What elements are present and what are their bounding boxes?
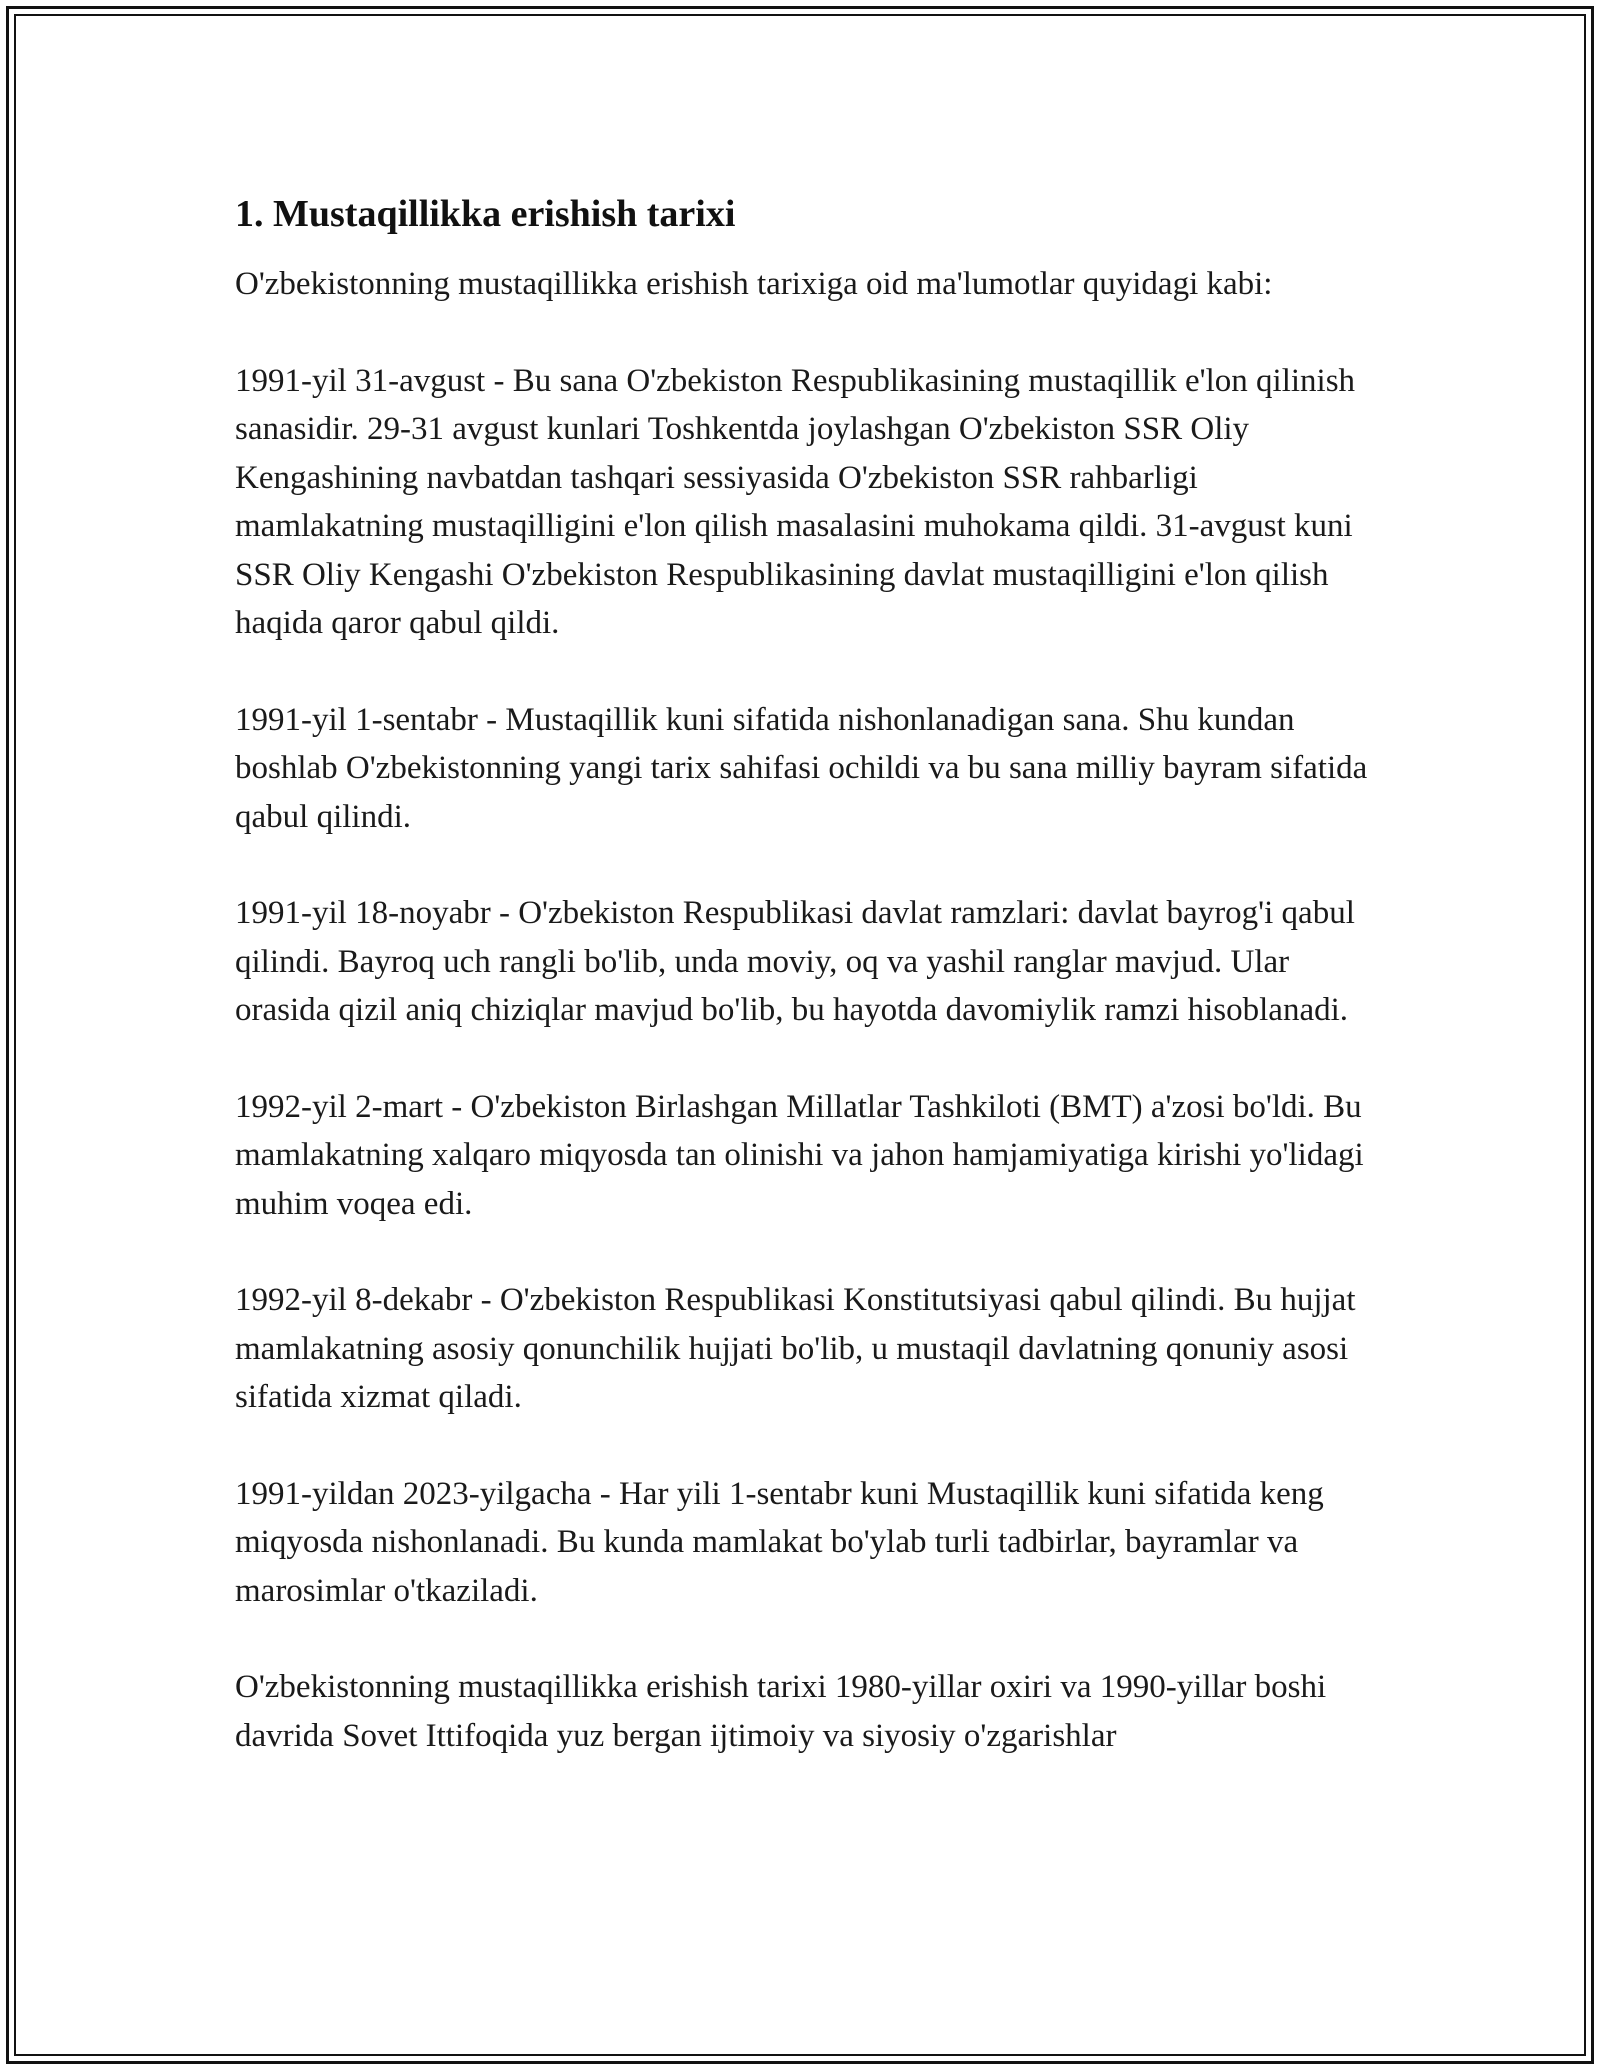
document-body <box>235 188 1375 1760</box>
paragraph-1992-8-dekabr: 1992-yil 8-dekabr - O'zbekiston Respublikasi Konstitutsiyasi qabul qilindi. Bu hujjat mamlakatning asosiy qonunchilik hujjati bo'lib, u mustaqil davlatning qonuniy asosi sifatida xizmat qiladi. <box>235 1282 1356 1415</box>
paragraph-1992-2-mart: 1992-yil 2-mart - O'zbekiston Birlashgan Millatlar Tashkiloti (BMT) a'zosi bo'ldi. Bu mamlakatning xalqaro miqyosda tan olinishi va jahon hamjamiyatiga kirishi yo'lidagi muhim voqea edi. <box>235 1088 1364 1222</box>
paragraph-1991-2023: 1991-yildan 2023-yilgacha - Har yili 1-sentabr kuni Mustaqillik kuni sifatida keng miqyosda nishonlanadi. Bu kunda mamlakat bo'ylab turli tadbirlar, bayramlar va marosimlar o'tkaziladi. <box>235 1475 1324 1609</box>
paragraph-closing: O'zbekistonning mustaqillikka erishish tarixi 1980-yillar oxiri va 1990-yillar boshi davrida Sovet Ittifoqida yuz bergan ijtimoiy va siyosiy o'zgarishlar <box>235 1669 1327 1754</box>
paragraph-1991-31-avgust: 1991-yil 31-avgust - Bu sana O'zbekiston Respublikasining mustaqillik e'lon qilinish sanasidir. 29-31 avgust kunlari Toshkentda joylashgan O'zbekiston SSR Oliy Kengashining navbatdan tashqari sessiyasida O'zbekiston SSR rahbarligi mamlakatning mustaqilligini e'lon qilish masalasini muhokama qildi. 31-avgust kuni SSR Oliy Kengashi O'zbekiston Respublikasining davlat mustaqilligini e'lon qilish haqida qaror qabul qildi. <box>235 362 1356 641</box>
section-heading: 1. Mustaqillikka erishish tarixi <box>235 193 736 235</box>
paragraph-1991-1-sentabr: 1991-yil 1-sentabr - Mustaqillik kuni sifatida nishonlanadigan sana. Shu kundan boshlab O'zbekistonning yangi tarix sahifasi ochildi va bu sana milliy bayram sifatida qabul qilindi. <box>235 701 1368 835</box>
paragraph-1991-18-noyabr: 1991-yil 18-noyabr - O'zbekiston Respublikasi davlat ramzlari: davlat bayrog'i qabul qilindi. Bayroq uch rangli bo'lib, unda moviy, oq va yashil ranglar mavjud. Ular orasida qizil aniq chiziqlar mavjud bo'lib, bu hayotda davomiylik ramzi hisoblanadi. <box>235 895 1355 1028</box>
intro-paragraph: O'zbekistonning mustaqillikka erishish tarixiga oid ma'lumotlar quyidagi kabi: <box>235 266 1273 302</box>
